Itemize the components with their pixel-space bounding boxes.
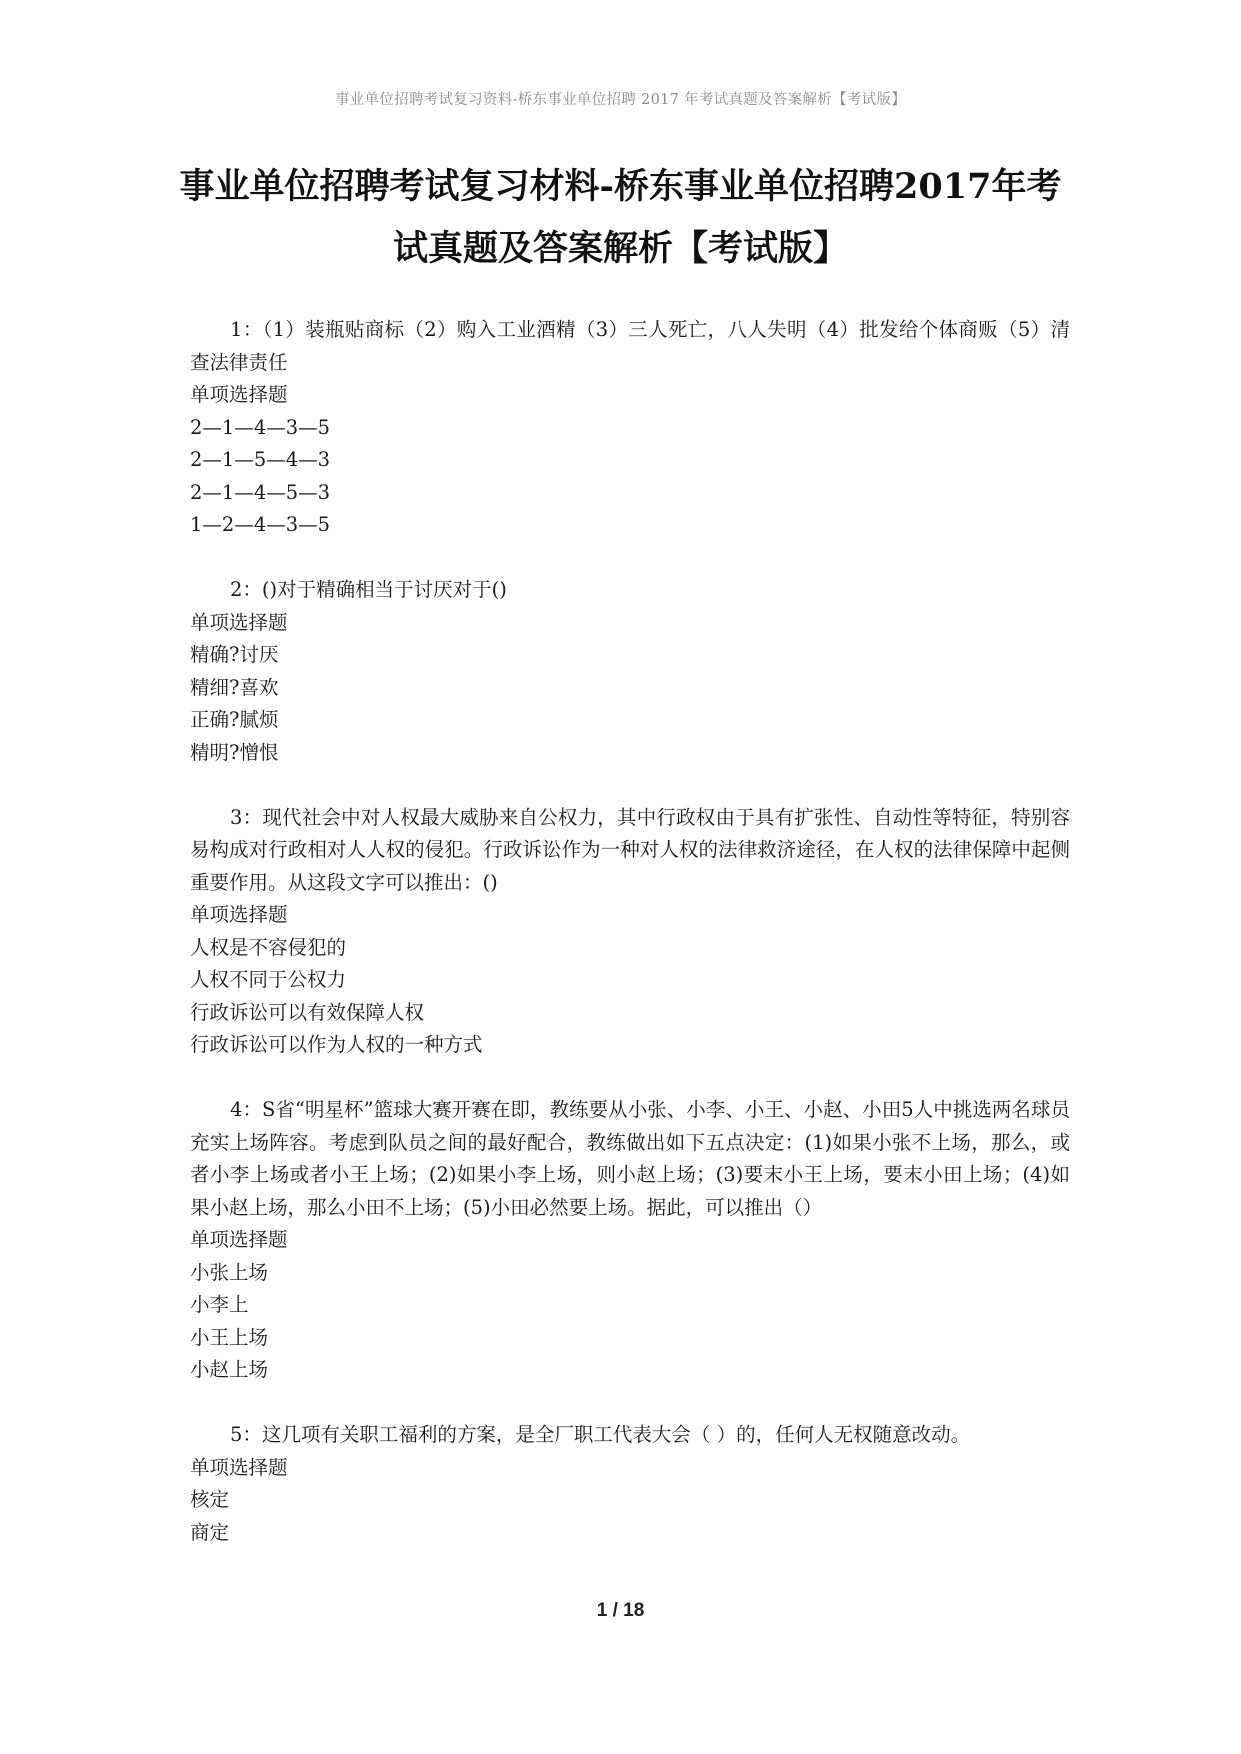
- question-type: 单项选择题: [190, 1455, 288, 1479]
- answer-option: 行政诉讼可以作为人权的一种方式: [190, 1033, 483, 1056]
- question-list: [190, 314, 1070, 1582]
- answer-option: 商定: [190, 1520, 230, 1544]
- question-5: [190, 1419, 1070, 1549]
- answer-option: 2—1—4—5—3: [190, 480, 331, 504]
- question-type: 单项选择题: [190, 1228, 288, 1251]
- question-2: [190, 574, 1070, 769]
- answer-option: 1—2—4—3—5: [190, 513, 331, 536]
- answer-option: 人权不同于公权力: [190, 968, 347, 991]
- answer-option: 行政诉讼可以有效保障人权: [190, 1000, 425, 1024]
- answer-option: 小张上场: [190, 1260, 269, 1284]
- question-stem: 2：()对于精确相当于讨厌对于(): [230, 578, 507, 601]
- question-type: 单项选择题: [190, 610, 288, 634]
- answer-option: 精明?憎恨: [190, 740, 279, 764]
- question-type: 单项选择题: [190, 903, 288, 926]
- running-header: 事业单位招聘考试复习资料-桥东事业单位招聘 2017 年考试真题及答案解析【考试版】: [334, 92, 907, 108]
- question-1: [190, 314, 1070, 542]
- document-title-line-1: 事业单位招聘考试复习材料-桥东事业单位招聘2017年考: [179, 166, 1062, 207]
- answer-option: 2—1—4—3—5: [190, 415, 331, 439]
- answer-option: 小王上场: [190, 1325, 269, 1349]
- document-title-line-2: 试真题及答案解析【考试版】: [392, 228, 848, 269]
- answer-option: 精确?讨厌: [190, 643, 279, 666]
- page-indicator: 1 / 18: [596, 1600, 645, 1621]
- answer-option: 精细?喜欢: [190, 675, 279, 699]
- answer-option: 小李上: [190, 1293, 249, 1316]
- question-4: [190, 1094, 1070, 1387]
- answer-option: 正确?腻烦: [190, 708, 279, 731]
- question-3: [190, 802, 1070, 1062]
- question-stem: 5：这几项有关职工福利的方案，是全厂职工代表大会（ ）的，任何人无权随意改动。: [230, 1423, 971, 1446]
- question-type: 单项选择题: [190, 383, 288, 406]
- answer-option: 2—1—5—4—3: [190, 448, 331, 471]
- answer-option: 核定: [190, 1488, 230, 1511]
- question-stem: 4：S省“明星杯”篮球大赛开赛在即，教练要从小张、小李、小王、小赵、小田5人中挑选两名球员充实上场阵容。考虑到队员之间的最好配合，教练做出如下五点决定：(1)如果小张不上场，那么，或者小李上场或者小王上场；(2)如果小李上场，则小赵上场；(3)要末小王上场，要末小田上场；(4)如果小赵上场，那么小田不上场；(5)小田必然要上场。据此，可以推出（）: [190, 1098, 1070, 1219]
- question-stem: 1：（1）装瓶贴商标（2）购入工业酒精（3）三人死亡，八人失明（4）批发给个体商贩（5）清查法律责任: [190, 318, 1070, 374]
- answer-option: 小赵上场: [190, 1358, 269, 1381]
- answer-option: 人权是不容侵犯的: [190, 935, 347, 959]
- document-title: [150, 156, 1091, 280]
- question-stem: 3：现代社会中对人权最大威胁来自公权力，其中行政权由于具有扩张性、自动性等特征，特别容易构成对行政相对人人权的侵犯。行政诉讼作为一种对人权的法律救济途径，在人权的法律保障中起侧重要作用。从这段文字可以推出：(): [190, 805, 1070, 894]
